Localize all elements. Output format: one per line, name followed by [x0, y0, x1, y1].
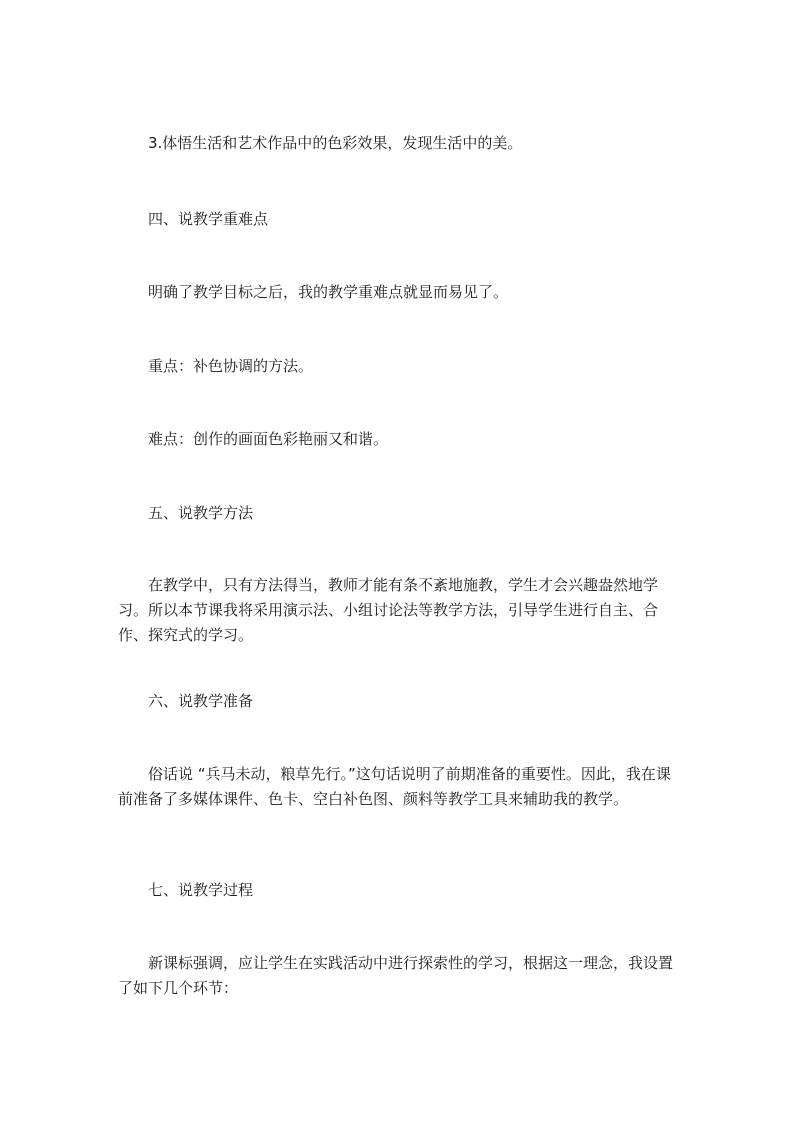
paragraph-teaching-process: 新课标强调，应让学生在实践活动中进行探索性的学习，根据这一理念，我设置了如下几个环节：	[118, 954, 674, 997]
section-heading-teaching-methods: 五、说教学方法	[148, 504, 254, 522]
paragraph-key-point: 重点：补色协调的方法。	[148, 357, 314, 375]
section-heading-key-points: 四、说教学重难点	[148, 210, 269, 228]
paragraph-key-points-intro: 明确了教学目标之后，我的教学重难点就显而易见了。	[148, 283, 509, 301]
section-heading-teaching-process: 七、说教学过程	[148, 881, 254, 899]
paragraph-difficult-point: 难点：创作的画面色彩艳丽又和谐。	[148, 430, 389, 448]
paragraph-teaching-methods: 在教学中，只有方法得当，教师才能有条不紊地施教，学生才会兴趣盎然地学习。所以本节课我将采用演示法、小组讨论法等教学方法，引导学生进行自主、合作、探究式的学习。	[118, 576, 659, 644]
section-heading-teaching-preparation: 六、说教学准备	[148, 692, 254, 710]
objective-item-3: 3.体悟生活和艺术作品中的色彩效果，发现生活中的美。	[148, 134, 523, 152]
paragraph-teaching-preparation: 俗话说 “兵马未动，粮草先行。”这句话说明了前期准备的重要性。因此，我在课前准备了多媒体课件、色卡、空白补色图、颜料等教学工具来辅助我的教学。	[118, 765, 671, 808]
